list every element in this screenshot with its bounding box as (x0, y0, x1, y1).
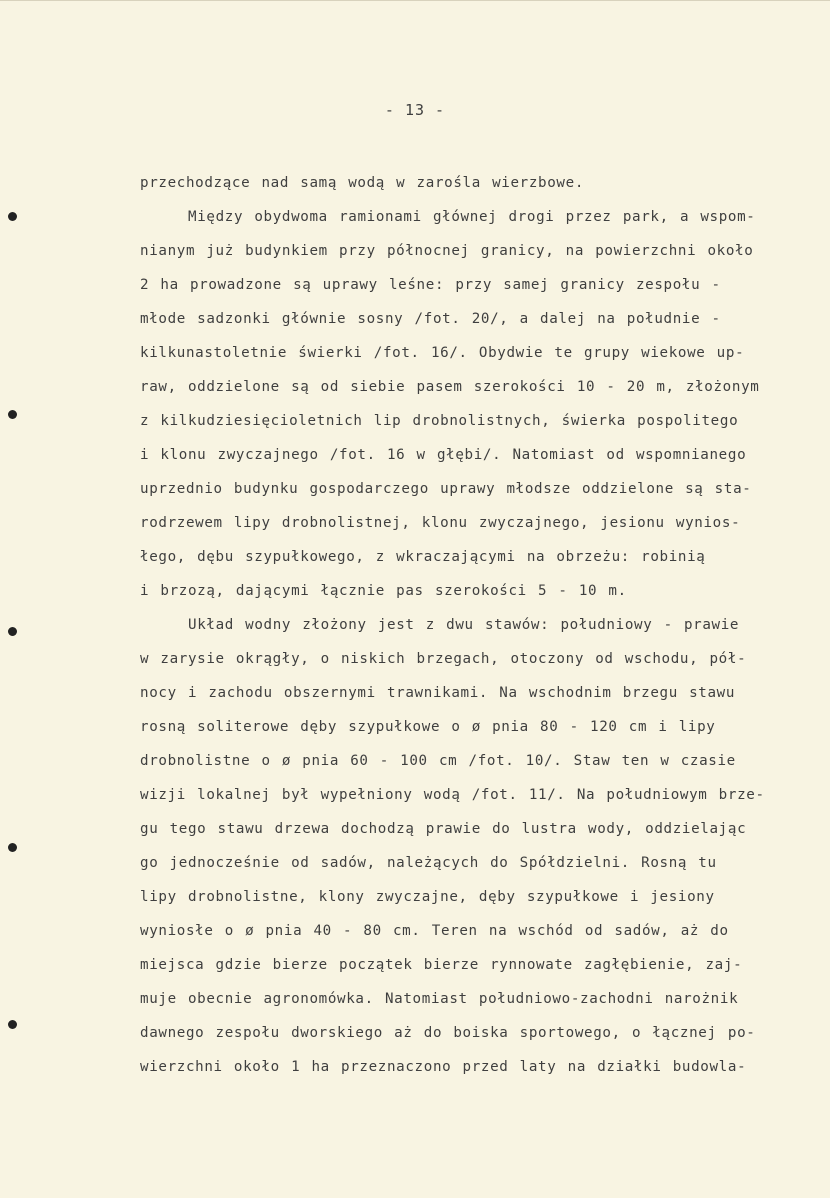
page-number: - 13 - (384, 101, 446, 119)
text-line: młode sadzonki głównie sosny /fot. 20/, a dalej na południe - (140, 311, 721, 327)
punch-hole (8, 212, 17, 221)
text-line: miejsca gdzie bierze początek bierze rynnowate zagłębienie, zaj- (140, 957, 743, 973)
text-line: wyniosłe o ø pnia 40 - 80 cm. Teren na wschód od sadów, aż do (140, 923, 729, 939)
punch-hole (8, 1020, 17, 1029)
text-line: dawnego zespołu dworskiego aż do boiska sportowego, o łącznej po- (140, 1025, 756, 1041)
text-line: 2 ha prowadzone są uprawy leśne: przy samej granicy zespołu - (140, 277, 721, 293)
text-line: muje obecnie agronomówka. Natomiast południowo-zachodni narożnik (140, 991, 739, 1007)
text-line: kilkunastoletnie świerki /fot. 16/. Obydwie te grupy wiekowe up- (140, 345, 745, 361)
text-line: wizji lokalnej był wypełniony wodą /fot. 11/. Na południowym brze- (140, 787, 765, 803)
text-line: rosną soliterowe dęby szypułkowe o ø pnia 80 - 120 cm i lipy (140, 719, 716, 735)
text-line: nianym już budynkiem przy północnej granicy, na powierzchni około (140, 243, 754, 259)
text-line: łego, dębu szypułkowego, z wkraczającymi na obrzeżu: robinią (140, 549, 706, 565)
text-line: nocy i zachodu obszernymi trawnikami. Na wschodnim brzegu stawu (140, 685, 736, 701)
text-line: Między obydwoma ramionami głównej drogi przez park, a wspom- (188, 209, 756, 225)
text-line: Układ wodny złożony jest z dwu stawów: południowy - prawie (188, 617, 740, 633)
text-line: przechodzące nad samą wodą w zarośla wierzbowe. (140, 175, 585, 191)
text-line: go jednocześnie od sadów, należących do Spółdzielni. Rosną tu (140, 855, 717, 871)
text-line: i klonu zwyczajnego /fot. 16 w głębi/. Natomiast od wspomnianego (140, 447, 747, 463)
punch-hole (8, 843, 17, 852)
text-line: drobnolistne o ø pnia 60 - 100 cm /fot. 10/. Staw ten w czasie (140, 753, 736, 769)
text-line: gu tego stawu drzewa dochodzą prawie do lustra wody, oddzielając (140, 821, 747, 837)
punch-hole (8, 410, 17, 419)
body-text (140, 172, 820, 1090)
text-line: rodrzewem lipy drobnolistnej, klonu zwyczajnego, jesionu wynios- (140, 515, 741, 531)
text-line: lipy drobnolistne, klony zwyczajne, dęby szypułkowe i jesiony (140, 889, 715, 905)
text-line: w zarysie okrągły, o niskich brzegach, otoczony od wschodu, pół- (140, 651, 747, 667)
text-line: z kilkudziesięcioletnich lip drobnolistnych, świerka pospolitego (140, 413, 739, 429)
text-line: i brzozą, dającymi łącznie pas szerokości 5 - 10 m. (140, 583, 627, 599)
text-line: raw, oddzielone są od siebie pasem szerokości 10 - 20 m, złożonym (140, 379, 760, 395)
text-line: wierzchni około 1 ha przeznaczono przed laty na działki budowla- (140, 1059, 747, 1075)
punch-hole (8, 627, 17, 636)
text-line: uprzednio budynku gospodarczego uprawy młodsze oddzielone są sta- (140, 481, 752, 497)
